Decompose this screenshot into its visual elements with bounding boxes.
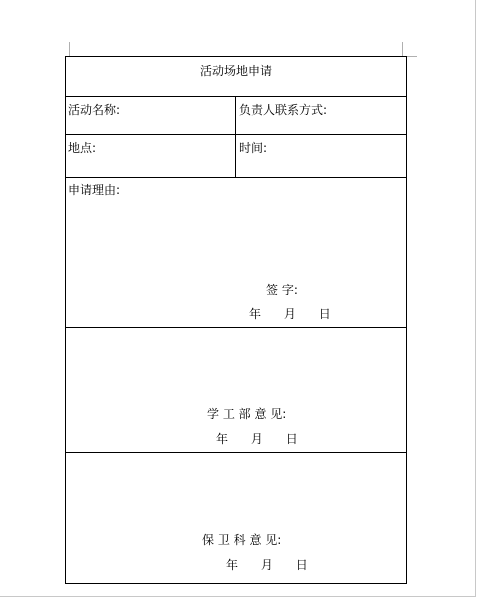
application-form-table [65, 56, 407, 584]
margin-mark-top-left [69, 42, 70, 56]
student-affairs-opinion-label: 学 工 部 意 见: [207, 407, 287, 421]
row-divider [66, 327, 406, 328]
location-label: 地点: [68, 141, 97, 155]
student-affairs-date-line: 年 月 日 [216, 432, 298, 446]
margin-mark-top-right [402, 42, 403, 56]
column-divider [235, 96, 236, 178]
form-title: 活动场地申请 [199, 64, 272, 78]
row-divider [66, 452, 406, 453]
row-divider [66, 96, 406, 97]
contact-label: 负责人联系方式: [239, 103, 328, 117]
row-divider [66, 134, 406, 135]
reason-date-line: 年 月 日 [249, 307, 331, 321]
signature-label: 签 字: [266, 283, 298, 297]
security-date-line: 年 月 日 [226, 558, 308, 572]
activity-name-label: 活动名称: [68, 103, 121, 117]
reason-label: 申请理由: [68, 183, 121, 197]
security-opinion-label: 保 卫 科 意 见: [202, 533, 282, 547]
row-divider [66, 177, 406, 178]
time-label: 时间: [239, 141, 268, 155]
